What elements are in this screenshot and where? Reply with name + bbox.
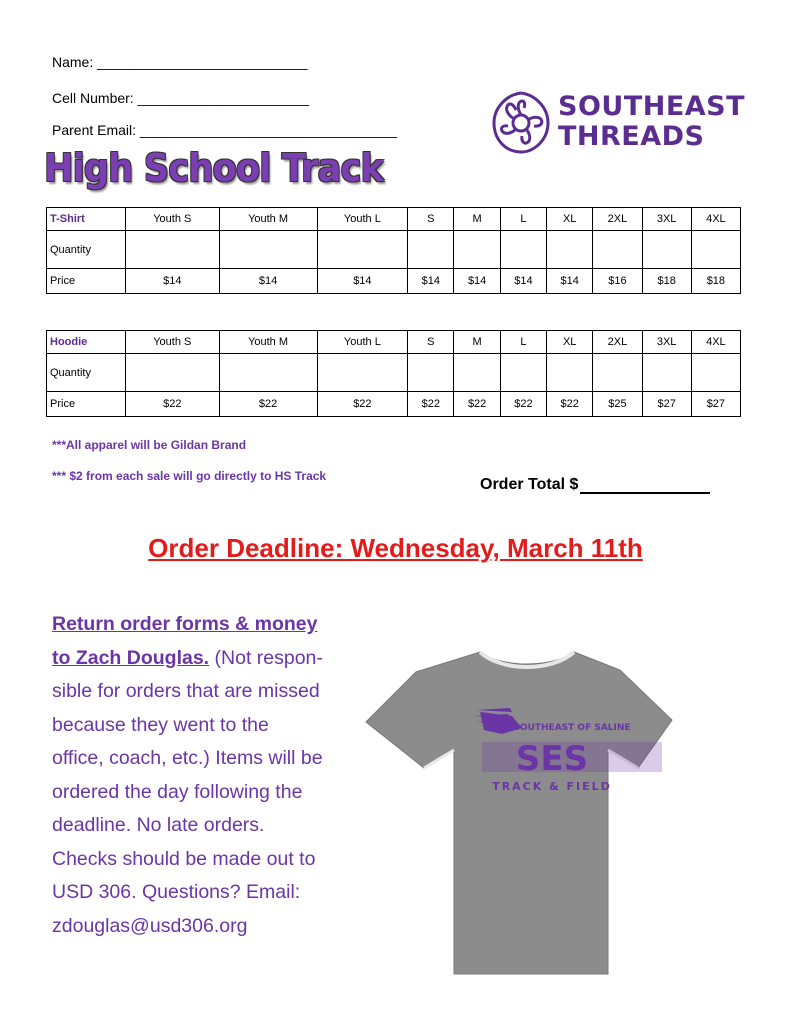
return-line: sible for orders that are missed (52, 680, 320, 702)
quantity-cell[interactable] (593, 231, 642, 269)
order-total-blank[interactable] (580, 476, 710, 494)
price-cell: $18 (691, 269, 740, 294)
size-header: Youth M (219, 208, 317, 231)
return-line: office, coach, etc.) Items will be (52, 747, 323, 769)
price-cell: $14 (454, 269, 500, 294)
quantity-label: Quantity (47, 354, 126, 392)
contact-name: to Zach Douglas. (52, 646, 210, 669)
return-line: ordered the day following the (52, 780, 303, 803)
price-cell: $14 (219, 269, 317, 294)
shirt-print-big: SES (515, 739, 589, 779)
price-cell: $22 (317, 392, 408, 417)
return-line: USD 306. Questions? Email: (52, 881, 301, 903)
price-cell: $22 (454, 392, 500, 417)
size-header: 2XL (593, 331, 642, 354)
price-cell: $22 (547, 392, 593, 417)
quantity-cell[interactable] (126, 231, 220, 269)
size-header: Youth S (126, 331, 220, 354)
return-line-2-rest: (Not respon- (209, 646, 323, 669)
return-line: deadline. No late orders. (52, 814, 265, 836)
quantity-cell[interactable] (317, 354, 408, 392)
price-cell: $14 (126, 269, 220, 294)
price-cell: $27 (691, 392, 740, 417)
quantity-cell[interactable] (408, 354, 454, 392)
price-cell: $16 (593, 269, 642, 294)
flower-swirl-icon (490, 90, 552, 156)
logo-line-2: THREADS (558, 121, 705, 152)
price-cell: $22 (408, 392, 454, 417)
quantity-cell[interactable] (642, 354, 691, 392)
size-header: XL (547, 208, 593, 231)
quantity-cell[interactable] (593, 354, 642, 392)
quantity-cell[interactable] (691, 354, 740, 392)
contact-email[interactable]: zdouglas@usd306.org (52, 914, 248, 937)
quantity-cell[interactable] (408, 231, 454, 269)
size-header: L (500, 331, 546, 354)
size-header: M (454, 331, 500, 354)
price-label: Price (47, 392, 126, 417)
name-field[interactable]: Name: ___________________________ (52, 54, 308, 70)
price-cell: $22 (500, 392, 546, 417)
return-line-2 (52, 642, 362, 676)
price-cell: $25 (593, 392, 642, 417)
order-total-label: Order Total $ (480, 476, 579, 493)
quantity-cell[interactable] (126, 354, 220, 392)
quantity-cell[interactable] (219, 354, 317, 392)
shirt-print-bottom: TRACK & FIELD (492, 780, 612, 793)
order-total (480, 476, 710, 494)
quantity-label: Quantity (47, 231, 126, 269)
return-instructions (52, 608, 362, 943)
size-header: 4XL (691, 331, 740, 354)
order-deadline: Order Deadline: Wednesday, March 11th (148, 533, 643, 563)
price-cell: $14 (408, 269, 454, 294)
hoodie-label: Hoodie (47, 331, 126, 354)
size-header: 4XL (691, 208, 740, 231)
size-header: 2XL (593, 208, 642, 231)
quantity-cell[interactable] (219, 231, 317, 269)
quantity-cell[interactable] (642, 231, 691, 269)
price-cell: $27 (642, 392, 691, 417)
size-header: 3XL (642, 208, 691, 231)
return-line: because they went to the (52, 713, 269, 736)
return-line: Checks should be made out to (52, 847, 316, 870)
price-cell: $14 (500, 269, 546, 294)
size-header: XL (547, 331, 593, 354)
page-title: High School Track (44, 146, 384, 190)
quantity-cell[interactable] (691, 231, 740, 269)
size-header: M (454, 208, 500, 231)
quantity-cell[interactable] (454, 354, 500, 392)
tshirt-label: T-Shirt (47, 208, 126, 231)
donation-note: *** $2 from each sale will go directly to HS Track (52, 469, 327, 483)
tshirt-price-table (46, 207, 741, 294)
quantity-cell[interactable] (454, 231, 500, 269)
quantity-cell[interactable] (500, 354, 546, 392)
quantity-cell[interactable] (547, 354, 593, 392)
size-header: Youth S (126, 208, 220, 231)
hoodie-price-table (46, 330, 741, 417)
size-header: Youth L (317, 331, 408, 354)
size-header: L (500, 208, 546, 231)
size-header: Youth L (317, 208, 408, 231)
size-header: 3XL (642, 331, 691, 354)
return-line-1: Return order forms & money (52, 613, 318, 635)
cell-number-field[interactable]: Cell Number: ______________________ (52, 90, 309, 106)
shirt-print-top: SOUTHEAST OF SALINE (513, 723, 631, 733)
quantity-cell[interactable] (500, 231, 546, 269)
quantity-cell[interactable] (547, 231, 593, 269)
price-cell: $14 (317, 269, 408, 294)
price-cell: $14 (547, 269, 593, 294)
logo-line-1: SOUTHEAST (558, 91, 746, 122)
size-header: Youth M (219, 331, 317, 354)
size-header: S (408, 331, 454, 354)
price-cell: $22 (219, 392, 317, 417)
price-cell: $18 (642, 269, 691, 294)
quantity-cell[interactable] (317, 231, 408, 269)
price-cell: $22 (126, 392, 220, 417)
parent-email-field[interactable]: Parent Email: _________________________________ (52, 122, 397, 138)
size-header: S (408, 208, 454, 231)
southeast-threads-logo (490, 90, 745, 160)
price-label: Price (47, 269, 126, 294)
tshirt-image (362, 650, 692, 976)
brand-note: ***All apparel will be Gildan Brand (52, 438, 247, 452)
